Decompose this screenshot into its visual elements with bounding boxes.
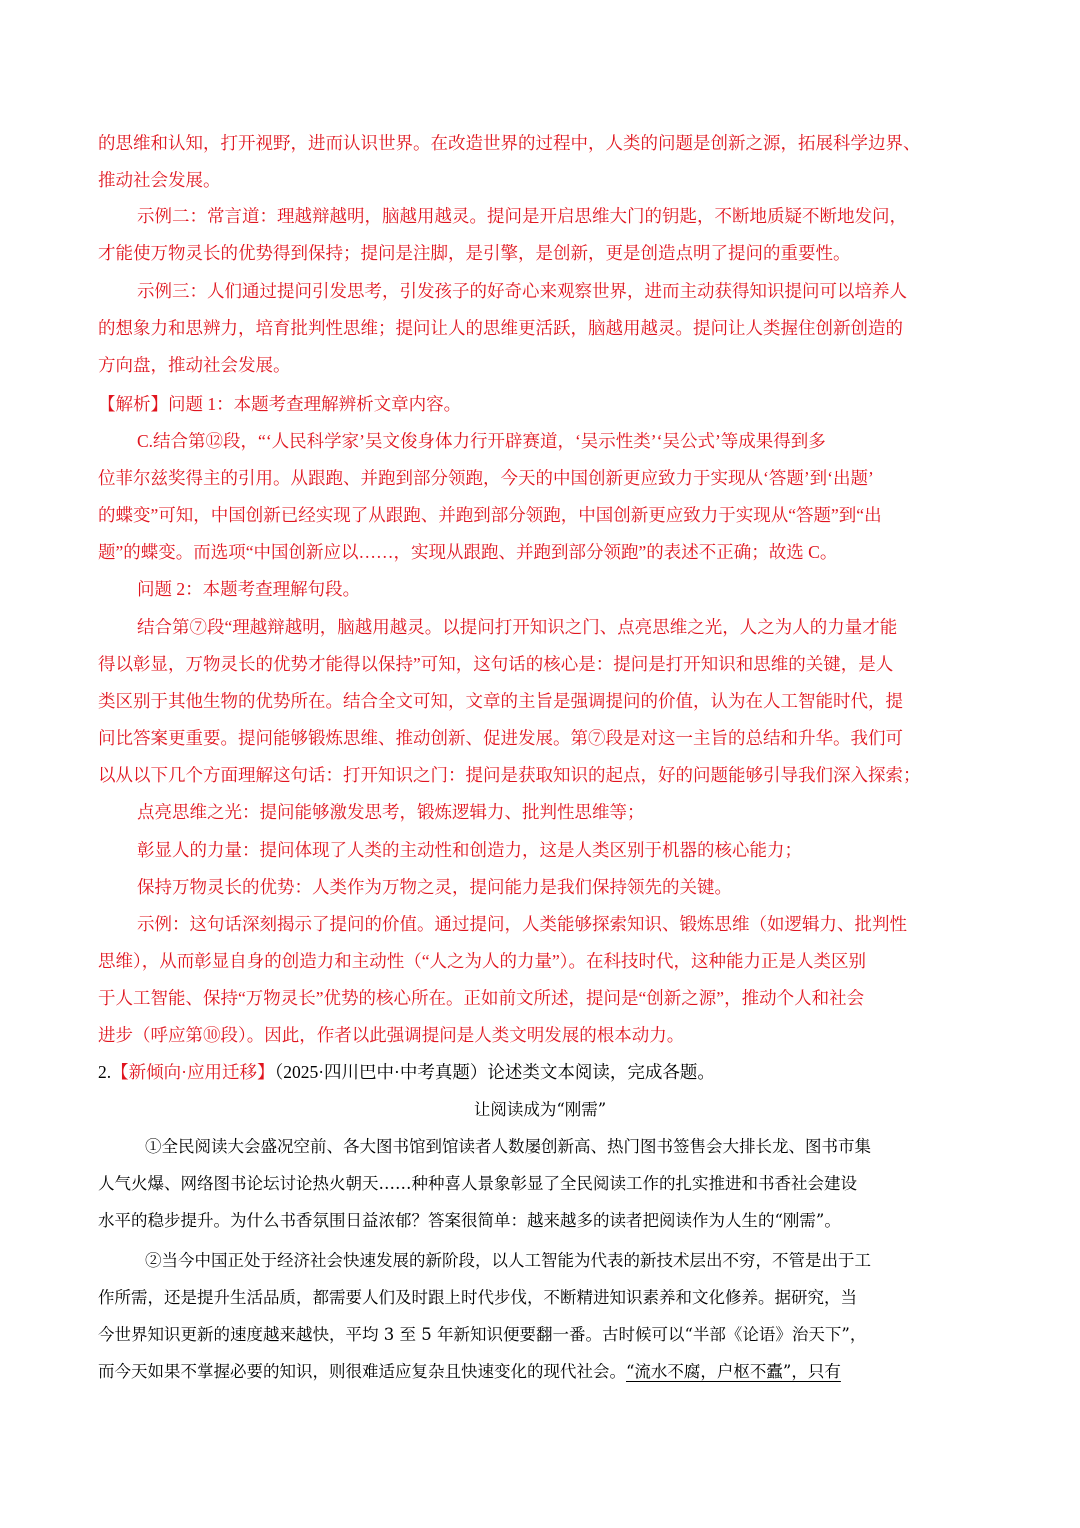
q2-line: 结合第⑦段“理越辩越明，脑越用越灵。以提问打开知识之门、点亮思维之光，人之为人的力量才能 xyxy=(137,617,898,637)
q2-line: 问比答案更重要。提问能够锻炼思维、推动创新、促进发展。第⑦段是对这一主旨的总结和升华。我们可 xyxy=(98,728,903,748)
option-c-line: 题”的蝶变。而选项“中国创新应以……，实现从跟跑、并跑到部分领跑”的表述不正确；故选 C。 xyxy=(98,542,838,562)
q2-line: 类区别于其他生物的优势所在。结合全文可知，文章的主旨是强调提问的价值，认为在人工智能时代，提 xyxy=(98,691,903,711)
answer-line: 推动社会发展。 xyxy=(98,170,221,190)
q2-head: 问题 2：本题考查理解句段。 xyxy=(137,579,361,599)
q2-line: 以从以下几个方面理解这句话：打开知识之门：提问是获取知识的起点，好的问题能够引导我们深入探索； xyxy=(98,765,921,785)
paragraph-line: ②当今中国正处于经济社会快速发展的新阶段，以人工智能为代表的新技术层出不穷，不管是出于工 xyxy=(145,1251,871,1270)
question-tag: 【新倾向·应用迁移】 xyxy=(111,1062,275,1082)
analysis-header xyxy=(98,392,982,416)
article-title: 让阅读成为“刚需” xyxy=(473,1100,607,1119)
paragraph-text: 而今天如果不掌握必要的知识，则很难适应复杂且快速变化的现代社会。 xyxy=(98,1362,626,1381)
example-line: 于人工智能、保持“万物灵长”优势的核心所在。正如前文所述，提问是“创新之源”，推动个人和社会 xyxy=(98,988,865,1008)
question-number: 2. xyxy=(98,1062,112,1082)
analysis-tag: 【解析】 xyxy=(98,394,168,414)
q1-head: 问题 1：本题考查理解辨析文章内容。 xyxy=(168,394,462,414)
example-three-line: 的想象力和思辨力，培育批判性思维；提问让人的思维更活跃，脑越用越灵。提问让人类握住创新创造的 xyxy=(98,318,903,338)
example-three-line: 示例三：人们通过提问引发思考，引发孩子的好奇心来观察世界，进而主动获得知识提问可以培养人 xyxy=(137,281,907,301)
example-line: 思维），从而彰显自身的创造力和主动性（“人之为人的力量”）。在科技时代，这种能力正是人类区别 xyxy=(98,951,867,971)
paragraph-line: 今世界知识更新的速度越来越快，平均 3 至 5 年新知识便要翻一番。古时候可以“半部《论语》治天下”， xyxy=(98,1325,867,1344)
answer-line: 的思维和认知，打开视野，进而认识世界。在改造世界的过程中，人类的问题是创新之源，拓展科学边界、 xyxy=(98,133,921,153)
paragraph-line: ①全民阅读大会盛况空前、各大图书馆到馆读者人数屡创新高、热门图书签售会大排长龙、图书市集 xyxy=(145,1137,871,1156)
point-line: 彰显人的力量：提问体现了人类的主动性和创造力，这是人类区别于机器的核心能力； xyxy=(137,840,802,860)
example-three-line: 方向盘，推动社会发展。 xyxy=(98,355,291,375)
example-line: 进步（呼应第⑩段）。因此，作者以此强调提问是人类文明发展的根本动力。 xyxy=(98,1025,685,1045)
q2-line: 得以彰显，万物灵长的优势才能得以保持”可知，这句话的核心是：提问是打开知识和思维的关键，是人 xyxy=(98,654,894,674)
underlined-quote: “流水不腐，户枢不蠹”，只有 xyxy=(626,1362,841,1381)
question-heading xyxy=(98,1060,982,1084)
option-c-line: C.结合第⑫段，“‘人民科学家’吴文俊身体力行开辟赛道，‘吴示性类’‘吴公式’等成果得到多 xyxy=(137,431,826,451)
paragraph-line: 作所需，还是提升生活品质，都需要人们及时跟上时代步伐，不断精进知识素养和文化修养。据研究，当 xyxy=(98,1288,857,1307)
paragraph-line xyxy=(98,1360,982,1384)
option-c-line: 的蝶变”可知，中国创新已经实现了从跟跑、并跑到部分领跑，中国创新更应致力于实现从“答题”到“出 xyxy=(98,505,882,525)
option-c-line: 位菲尔兹奖得主的引用。从跟跑、并跑到部分领跑，今天的中国创新更应致力于实现从‘答题’到‘出题’ xyxy=(98,468,874,488)
paragraph-line: 人气火爆、网络图书论坛讨论热火朝天……种种喜人景象彰显了全民阅读工作的扎实推进和书香社会建设 xyxy=(98,1174,857,1193)
point-line: 保持万物灵长的优势：人类作为万物之灵，提问能力是我们保持领先的关键。 xyxy=(137,877,732,897)
point-line: 点亮思维之光：提问能够激发思考，锻炼逻辑力、批判性思维等； xyxy=(137,802,645,822)
example-line: 示例：这句话深刻揭示了提问的价值。通过提问，人类能够探索知识、锻炼思维（如逻辑力、批判性 xyxy=(137,914,907,934)
example-two-line: 示例二：常言道：理越辩越明，脑越用越灵。提问是开启思维大门的钥匙，不断地质疑不断地发问， xyxy=(137,206,907,226)
example-two-line: 才能使万物灵长的优势得到保持；提问是注脚，是引擎，是创新，更是创造点明了提问的重要性。 xyxy=(98,243,851,263)
paragraph-line: 水平的稳步提升。为什么书香氛围日益浓郁？答案很简单：越来越多的读者把阅读作为人生的“刚需”。 xyxy=(98,1211,841,1230)
question-source: （2025·四川巴中·中考真题）论述类文本阅读，完成各题。 xyxy=(274,1062,715,1082)
